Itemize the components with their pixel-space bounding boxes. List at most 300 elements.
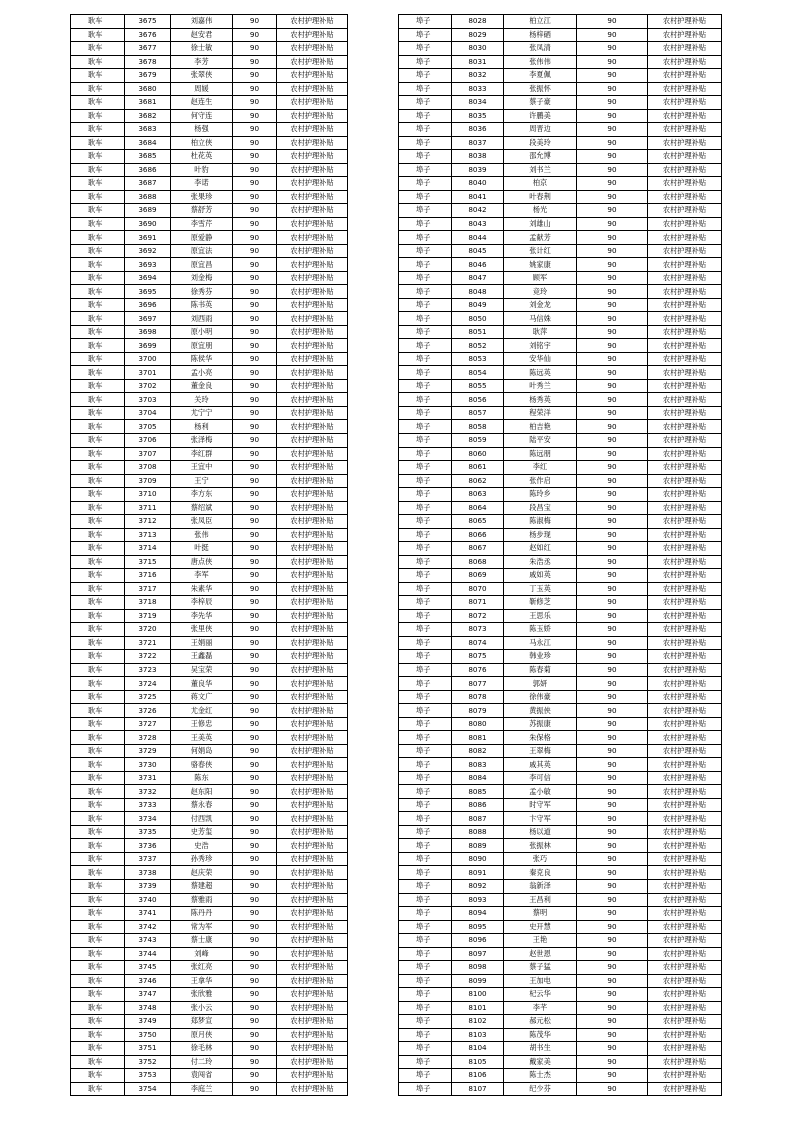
- table-row: [399, 812, 722, 826]
- table-row: [399, 69, 722, 83]
- table-row: [71, 893, 348, 907]
- subsidy-type-cell: 农村护理补贴: [277, 731, 348, 745]
- table-row: [71, 907, 348, 921]
- name-cell: 原宜法: [171, 244, 233, 258]
- subsidy-type-cell: 农村护理补贴: [648, 974, 722, 988]
- table-row: [71, 542, 348, 556]
- subsidy-type-cell: 农村护理补贴: [277, 717, 348, 731]
- table-row: [71, 447, 348, 461]
- name-cell: 刘铭宇: [504, 339, 577, 353]
- table-row: [71, 55, 348, 69]
- town-cell: 耿车: [71, 123, 125, 137]
- table-row: [71, 596, 348, 610]
- table-row: [399, 852, 722, 866]
- name-cell: 叶秀兰: [504, 379, 577, 393]
- amount-cell: 90: [577, 15, 648, 29]
- table-row: [71, 704, 348, 718]
- serial-number-cell: 8042: [452, 204, 504, 218]
- town-cell: 耿车: [71, 325, 125, 339]
- table-row: [71, 461, 348, 475]
- serial-number-cell: 3683: [125, 123, 171, 137]
- table-row: [71, 785, 348, 799]
- amount-cell: 90: [233, 136, 277, 150]
- serial-number-cell: 8079: [452, 704, 504, 718]
- town-cell: 耿车: [71, 15, 125, 29]
- amount-cell: 90: [577, 1082, 648, 1096]
- subsidy-type-cell: 农村护理补贴: [277, 744, 348, 758]
- town-cell: 埠子: [399, 1015, 452, 1029]
- serial-number-cell: 3698: [125, 325, 171, 339]
- town-cell: 埠子: [399, 663, 452, 677]
- town-cell: 耿车: [71, 217, 125, 231]
- subsidy-type-cell: 农村护理补贴: [648, 839, 722, 853]
- table-row: [71, 690, 348, 704]
- serial-number-cell: 8076: [452, 663, 504, 677]
- table-row: [71, 771, 348, 785]
- town-cell: 耿车: [71, 501, 125, 515]
- table-row: [71, 96, 348, 110]
- amount-cell: 90: [577, 690, 648, 704]
- amount-cell: 90: [233, 15, 277, 29]
- name-cell: 蔡雅雨: [171, 893, 233, 907]
- name-cell: 徐伟豪: [504, 690, 577, 704]
- subsidy-type-cell: 农村护理补贴: [277, 852, 348, 866]
- town-cell: 埠子: [399, 393, 452, 407]
- name-cell: 张巧: [504, 852, 577, 866]
- amount-cell: 90: [233, 717, 277, 731]
- town-cell: 埠子: [399, 852, 452, 866]
- subsidy-type-cell: 农村护理补贴: [277, 704, 348, 718]
- subsidy-type-cell: 农村护理补贴: [277, 420, 348, 434]
- town-cell: 埠子: [399, 28, 452, 42]
- table-row: [399, 663, 722, 677]
- amount-cell: 90: [233, 663, 277, 677]
- serial-number-cell: 8060: [452, 447, 504, 461]
- subsidy-type-cell: 农村护理补贴: [648, 123, 722, 137]
- amount-cell: 90: [577, 866, 648, 880]
- table-row: [399, 217, 722, 231]
- amount-cell: 90: [577, 244, 648, 258]
- subsidy-type-cell: 农村护理补贴: [277, 69, 348, 83]
- town-cell: 耿车: [71, 839, 125, 853]
- table-row: [71, 298, 348, 312]
- serial-number-cell: 8038: [452, 150, 504, 164]
- name-cell: 张伟: [171, 528, 233, 542]
- table-row: [71, 555, 348, 569]
- name-cell: 丁玉英: [504, 582, 577, 596]
- subsidy-type-cell: 农村护理补贴: [277, 866, 348, 880]
- name-cell: 杨强: [171, 123, 233, 137]
- serial-number-cell: 3694: [125, 271, 171, 285]
- serial-number-cell: 8088: [452, 825, 504, 839]
- name-cell: 王思乐: [504, 609, 577, 623]
- subsidy-type-cell: 农村护理补贴: [277, 393, 348, 407]
- subsidy-type-cell: 农村护理补贴: [648, 217, 722, 231]
- table-row: [399, 285, 722, 299]
- name-cell: 徐士敏: [171, 42, 233, 56]
- subsidy-type-cell: 农村护理补贴: [648, 204, 722, 218]
- table-row: [71, 339, 348, 353]
- subsidy-type-cell: 农村护理补贴: [277, 839, 348, 853]
- table-row: [399, 798, 722, 812]
- serial-number-cell: 3693: [125, 258, 171, 272]
- town-cell: 埠子: [399, 312, 452, 326]
- subsidy-type-cell: 农村护理补贴: [277, 825, 348, 839]
- amount-cell: 90: [577, 934, 648, 948]
- amount-cell: 90: [233, 609, 277, 623]
- town-cell: 耿车: [71, 785, 125, 799]
- serial-number-cell: 8034: [452, 96, 504, 110]
- table-row: [71, 1001, 348, 1015]
- name-cell: 付二玲: [171, 1055, 233, 1069]
- name-cell: 郝元松: [504, 1015, 577, 1029]
- table-row: [71, 744, 348, 758]
- name-cell: 蔡舒芳: [171, 204, 233, 218]
- town-cell: 埠子: [399, 596, 452, 610]
- serial-number-cell: 3701: [125, 366, 171, 380]
- serial-number-cell: 3730: [125, 758, 171, 772]
- town-cell: 耿车: [71, 947, 125, 961]
- town-cell: 耿车: [71, 515, 125, 529]
- serial-number-cell: 8083: [452, 758, 504, 772]
- amount-cell: 90: [233, 109, 277, 123]
- name-cell: 陈书英: [171, 298, 233, 312]
- amount-cell: 90: [233, 542, 277, 556]
- table-row: [71, 650, 348, 664]
- town-cell: 埠子: [399, 974, 452, 988]
- subsidy-type-cell: 农村护理补贴: [277, 920, 348, 934]
- name-cell: 刘嘉伟: [171, 15, 233, 29]
- subsidy-type-cell: 农村护理补贴: [648, 28, 722, 42]
- subsidy-type-cell: 农村护理补贴: [648, 623, 722, 637]
- amount-cell: 90: [577, 123, 648, 137]
- town-cell: 耿车: [71, 244, 125, 258]
- town-cell: 耿车: [71, 271, 125, 285]
- subsidy-type-cell: 农村护理补贴: [648, 190, 722, 204]
- amount-cell: 90: [233, 515, 277, 529]
- serial-number-cell: 8103: [452, 1028, 504, 1042]
- table-row: [399, 82, 722, 96]
- subsidy-type-cell: 农村护理补贴: [277, 96, 348, 110]
- subsidy-type-cell: 农村护理补贴: [648, 69, 722, 83]
- town-cell: 耿车: [71, 961, 125, 975]
- subsidy-type-cell: 农村护理补贴: [277, 177, 348, 191]
- serial-number-cell: 8090: [452, 852, 504, 866]
- table-row: [71, 812, 348, 826]
- table-row: [399, 352, 722, 366]
- amount-cell: 90: [577, 393, 648, 407]
- serial-number-cell: 3737: [125, 852, 171, 866]
- name-cell: 张泽梅: [171, 433, 233, 447]
- subsidy-type-cell: 农村护理补贴: [648, 717, 722, 731]
- serial-number-cell: 3713: [125, 528, 171, 542]
- town-cell: 埠子: [399, 771, 452, 785]
- name-cell: 原爱静: [171, 231, 233, 245]
- table-row: [71, 379, 348, 393]
- name-cell: 韩业珍: [504, 650, 577, 664]
- serial-number-cell: 8064: [452, 501, 504, 515]
- serial-number-cell: 8040: [452, 177, 504, 191]
- town-cell: 埠子: [399, 880, 452, 894]
- serial-number-cell: 8081: [452, 731, 504, 745]
- subsidy-type-cell: 农村护理补贴: [648, 947, 722, 961]
- serial-number-cell: 3691: [125, 231, 171, 245]
- table-row: [71, 163, 348, 177]
- name-cell: 李芳: [171, 55, 233, 69]
- amount-cell: 90: [577, 82, 648, 96]
- serial-number-cell: 3712: [125, 515, 171, 529]
- amount-cell: 90: [577, 366, 648, 380]
- serial-number-cell: 8047: [452, 271, 504, 285]
- amount-cell: 90: [233, 82, 277, 96]
- table-row: [399, 569, 722, 583]
- town-cell: 耿车: [71, 488, 125, 502]
- table-row: [71, 866, 348, 880]
- subsidy-type-cell: 农村护理补贴: [277, 352, 348, 366]
- subsidy-type-cell: 农村护理补贴: [648, 880, 722, 894]
- name-cell: 朱浩丞: [504, 555, 577, 569]
- table-row: [399, 366, 722, 380]
- amount-cell: 90: [233, 785, 277, 799]
- town-cell: 耿车: [71, 988, 125, 1002]
- amount-cell: 90: [577, 569, 648, 583]
- amount-cell: 90: [577, 109, 648, 123]
- name-cell: 苏振康: [504, 717, 577, 731]
- serial-number-cell: 3718: [125, 596, 171, 610]
- table-row: [71, 515, 348, 529]
- subsidy-type-cell: 农村护理补贴: [277, 28, 348, 42]
- amount-cell: 90: [233, 55, 277, 69]
- subsidy-type-cell: 农村护理补贴: [277, 758, 348, 772]
- table-row: [399, 623, 722, 637]
- table-row: [399, 907, 722, 921]
- subsidy-type-cell: 农村护理补贴: [277, 501, 348, 515]
- subsidy-type-cell: 农村护理补贴: [648, 555, 722, 569]
- table-row: [71, 934, 348, 948]
- town-cell: 埠子: [399, 609, 452, 623]
- table-row: [399, 244, 722, 258]
- name-cell: 蔡永春: [171, 798, 233, 812]
- subsidy-type-cell: 农村护理补贴: [648, 366, 722, 380]
- serial-number-cell: 8054: [452, 366, 504, 380]
- serial-number-cell: 3750: [125, 1028, 171, 1042]
- subsidy-type-cell: 农村护理补贴: [648, 798, 722, 812]
- amount-cell: 90: [577, 447, 648, 461]
- town-cell: 耿车: [71, 285, 125, 299]
- town-cell: 耿车: [71, 1028, 125, 1042]
- town-cell: 埠子: [399, 528, 452, 542]
- subsidy-type-cell: 农村护理补贴: [648, 420, 722, 434]
- serial-number-cell: 3742: [125, 920, 171, 934]
- town-cell: 耿车: [71, 812, 125, 826]
- serial-number-cell: 3739: [125, 880, 171, 894]
- amount-cell: 90: [233, 1055, 277, 1069]
- serial-number-cell: 3741: [125, 907, 171, 921]
- amount-cell: 90: [577, 758, 648, 772]
- town-cell: 埠子: [399, 177, 452, 191]
- serial-number-cell: 3707: [125, 447, 171, 461]
- subsidy-type-cell: 农村护理补贴: [648, 298, 722, 312]
- amount-cell: 90: [233, 758, 277, 772]
- name-cell: 董良华: [171, 677, 233, 691]
- amount-cell: 90: [577, 352, 648, 366]
- subsidy-type-cell: 农村护理补贴: [277, 893, 348, 907]
- serial-number-cell: 3729: [125, 744, 171, 758]
- subsidy-type-cell: 农村护理补贴: [648, 515, 722, 529]
- name-cell: 程荣洋: [504, 406, 577, 420]
- subsidy-type-cell: 农村护理补贴: [648, 528, 722, 542]
- name-cell: 戚如英: [504, 569, 577, 583]
- table-row: [71, 312, 348, 326]
- table-row: [399, 731, 722, 745]
- amount-cell: 90: [577, 69, 648, 83]
- table-row: [71, 852, 348, 866]
- subsidy-type-cell: 农村护理补贴: [277, 609, 348, 623]
- table-row: [399, 28, 722, 42]
- table-row: [71, 204, 348, 218]
- table-row: [71, 136, 348, 150]
- town-cell: 埠子: [399, 433, 452, 447]
- town-cell: 耿车: [71, 96, 125, 110]
- amount-cell: 90: [233, 650, 277, 664]
- serial-number-cell: 3717: [125, 582, 171, 596]
- town-cell: 埠子: [399, 1055, 452, 1069]
- table-row: [399, 271, 722, 285]
- subsidy-type-cell: 农村护理补贴: [277, 974, 348, 988]
- amount-cell: 90: [577, 907, 648, 921]
- amount-cell: 90: [577, 271, 648, 285]
- amount-cell: 90: [233, 339, 277, 353]
- subsidy-type-cell: 农村护理补贴: [648, 15, 722, 29]
- serial-number-cell: 8092: [452, 880, 504, 894]
- name-cell: 李红群: [171, 447, 233, 461]
- serial-number-cell: 3746: [125, 974, 171, 988]
- name-cell: 王美英: [171, 731, 233, 745]
- name-cell: 蔡建超: [171, 880, 233, 894]
- name-cell: 杨利: [171, 420, 233, 434]
- subsidy-type-cell: 农村护理补贴: [648, 636, 722, 650]
- serial-number-cell: 3754: [125, 1082, 171, 1096]
- subsidy-type-cell: 农村护理补贴: [648, 866, 722, 880]
- table-row: [71, 325, 348, 339]
- subsidy-type-cell: 农村护理补贴: [277, 582, 348, 596]
- town-cell: 耿车: [71, 920, 125, 934]
- serial-number-cell: 3682: [125, 109, 171, 123]
- town-cell: 埠子: [399, 244, 452, 258]
- subsidy-type-cell: 农村护理补贴: [648, 690, 722, 704]
- amount-cell: 90: [577, 163, 648, 177]
- name-cell: 马永江: [504, 636, 577, 650]
- serial-number-cell: 8085: [452, 785, 504, 799]
- subsidy-type-cell: 农村护理补贴: [648, 744, 722, 758]
- table-row: [399, 934, 722, 948]
- table-row: [399, 744, 722, 758]
- amount-cell: 90: [577, 880, 648, 894]
- name-cell: 刘西雨: [171, 312, 233, 326]
- table-row: [399, 204, 722, 218]
- serial-number-cell: 8102: [452, 1015, 504, 1029]
- subsidy-type-cell: 农村护理补贴: [277, 663, 348, 677]
- serial-number-cell: 8050: [452, 312, 504, 326]
- subsidy-type-cell: 农村护理补贴: [277, 447, 348, 461]
- serial-number-cell: 8053: [452, 352, 504, 366]
- serial-number-cell: 3719: [125, 609, 171, 623]
- name-cell: 朱保格: [504, 731, 577, 745]
- amount-cell: 90: [233, 488, 277, 502]
- table-row: [71, 1028, 348, 1042]
- subsidy-type-cell: 农村护理补贴: [648, 474, 722, 488]
- amount-cell: 90: [577, 474, 648, 488]
- name-cell: 唐点侠: [171, 555, 233, 569]
- amount-cell: 90: [577, 258, 648, 272]
- table-row: [399, 190, 722, 204]
- amount-cell: 90: [577, 731, 648, 745]
- name-cell: 何守连: [171, 109, 233, 123]
- town-cell: 耿车: [71, 974, 125, 988]
- serial-number-cell: 3679: [125, 69, 171, 83]
- town-cell: 耿车: [71, 339, 125, 353]
- amount-cell: 90: [577, 839, 648, 853]
- name-cell: 史开慧: [504, 920, 577, 934]
- subsidy-type-cell: 农村护理补贴: [277, 312, 348, 326]
- subsidy-type-cell: 农村护理补贴: [277, 339, 348, 353]
- town-cell: 埠子: [399, 501, 452, 515]
- name-cell: 王宁: [171, 474, 233, 488]
- table-row: [71, 433, 348, 447]
- amount-cell: 90: [577, 204, 648, 218]
- name-cell: 史芳玺: [171, 825, 233, 839]
- town-cell: 埠子: [399, 1069, 452, 1083]
- amount-cell: 90: [233, 298, 277, 312]
- table-row: [399, 420, 722, 434]
- name-cell: 段昌宝: [504, 501, 577, 515]
- name-cell: 陈远英: [504, 366, 577, 380]
- amount-cell: 90: [577, 852, 648, 866]
- subsidy-type-cell: 农村护理补贴: [277, 623, 348, 637]
- name-cell: 张里侠: [171, 623, 233, 637]
- serial-number-cell: 8036: [452, 123, 504, 137]
- table-row: [71, 880, 348, 894]
- serial-number-cell: 3703: [125, 393, 171, 407]
- name-cell: 黄振侠: [504, 704, 577, 718]
- amount-cell: 90: [233, 677, 277, 691]
- amount-cell: 90: [577, 744, 648, 758]
- name-cell: 董金良: [171, 379, 233, 393]
- amount-cell: 90: [233, 1028, 277, 1042]
- town-cell: 耿车: [71, 312, 125, 326]
- town-cell: 埠子: [399, 298, 452, 312]
- town-cell: 埠子: [399, 758, 452, 772]
- name-cell: 竞玲: [504, 285, 577, 299]
- subsidy-type-cell: 农村护理补贴: [648, 325, 722, 339]
- subsidy-type-cell: 农村护理补贴: [277, 366, 348, 380]
- subsidy-type-cell: 农村护理补贴: [277, 15, 348, 29]
- serial-number-cell: 3708: [125, 461, 171, 475]
- subsidy-type-cell: 农村护理补贴: [277, 271, 348, 285]
- subsidy-type-cell: 农村护理补贴: [648, 312, 722, 326]
- town-cell: 耿车: [71, 542, 125, 556]
- serial-number-cell: 3702: [125, 379, 171, 393]
- serial-number-cell: 8065: [452, 515, 504, 529]
- subsidy-type-cell: 农村护理补贴: [648, 677, 722, 691]
- table-row: [399, 96, 722, 110]
- name-cell: 刘金龙: [504, 298, 577, 312]
- name-cell: 李雪芹: [171, 217, 233, 231]
- table-row: [71, 623, 348, 637]
- subsidy-type-cell: 农村护理补贴: [277, 528, 348, 542]
- amount-cell: 90: [577, 609, 648, 623]
- serial-number-cell: 8052: [452, 339, 504, 353]
